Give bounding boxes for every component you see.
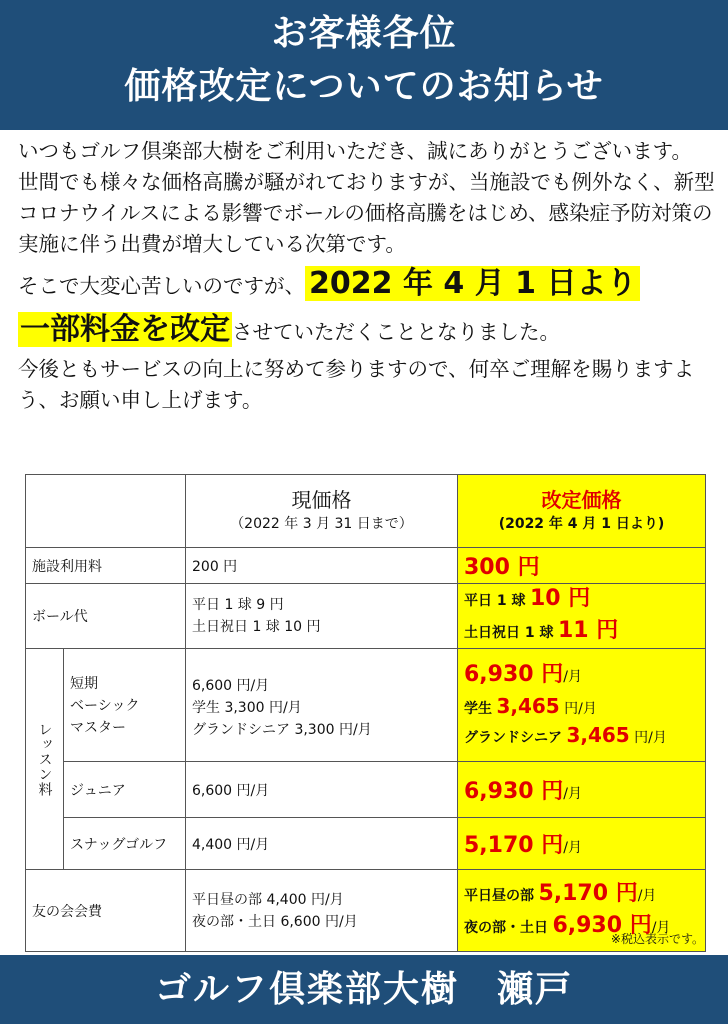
table-row: [26, 818, 706, 870]
current-header-sub: （2022 年 3 月 31 日まで）: [230, 516, 413, 532]
table-row: [26, 584, 706, 649]
lesson-new-student-unit: 円/月: [564, 701, 597, 717]
tomo-current-night: 夜の部・土日 6,600 円/月: [192, 913, 358, 930]
ball-new-weekday-value: 10 円: [529, 586, 591, 611]
lesson-label-master: マスター: [70, 720, 126, 736]
tomo-new-day-label: 平日昼の部: [464, 887, 534, 904]
intro-paragraph-4: 今後ともサービスの向上に努めて参りますので、何卒ご理解を賜りますよう、お願い申し上げます。: [18, 357, 695, 412]
table-row: [26, 548, 706, 584]
tomo-current: [186, 870, 458, 952]
lesson-current-student: 学生 3,300 円/月: [192, 700, 302, 716]
tomo-current-day: 平日昼の部 4,400 円/月: [192, 891, 344, 908]
header-salutation: お客様各位: [271, 13, 457, 54]
new-header-sub: (2022 年 4 月 1 日より): [498, 516, 665, 532]
junior-new: [458, 762, 706, 818]
junior-current: 6,600 円/月: [186, 762, 458, 818]
footer-banner: ゴルフ倶楽部大樹 瀬戸: [0, 955, 728, 1024]
ball-current-weekend: 土日祝日 1 球 10 円: [192, 619, 321, 635]
ball-new-weekday-label: 平日 1 球: [464, 593, 526, 609]
tax-note: ※税込表示です。: [610, 932, 704, 946]
ball-new-weekend-label: 土日祝日 1 球: [464, 625, 554, 641]
lesson-new-senior-value: 3,465: [566, 723, 630, 747]
price-table: [25, 474, 706, 952]
snag-new: [458, 818, 706, 870]
snag-new-value: 5,170 円: [464, 833, 564, 858]
snag-current: 4,400 円/月: [186, 818, 458, 870]
lesson-new-regular-unit: /月: [563, 669, 582, 685]
ball-current-weekday: 平日 1 球 9 円: [192, 597, 284, 613]
highlight-date: 2022 年 4 月 1 日より: [305, 266, 640, 301]
lesson-label-basic: ベーシック: [70, 698, 140, 714]
ball-new-weekend-value: 11 円: [557, 618, 619, 643]
lesson-group-label: レッスン料: [26, 649, 64, 870]
ball-current: [186, 584, 458, 649]
junior-new-unit: /月: [563, 786, 582, 802]
intro-p3-pre: そこで大変心苦しいのですが、: [18, 274, 305, 298]
table-row: [26, 870, 706, 952]
current-header-title: 現価格: [291, 488, 352, 512]
header-banner: [0, 0, 728, 130]
lesson-basic-new: [458, 649, 706, 762]
header-title: 価格改定についてのお知らせ: [124, 66, 604, 107]
junior-new-value: 6,930 円: [464, 779, 564, 804]
ball-label: ボール代: [26, 584, 186, 649]
tomo-new-night-unit: /月: [651, 919, 671, 936]
snag-label: スナッグゴルフ: [64, 818, 186, 870]
intro-paragraph-1: いつもゴルフ倶楽部大樹をご利用いただき、誠にありがとうございます。: [18, 139, 693, 163]
facility-label: 施設利用料: [26, 548, 186, 584]
lesson-new-regular-value: 6,930 円: [464, 662, 564, 687]
lesson-current-senior: グランドシニア 3,300 円/月: [192, 722, 372, 738]
intro-paragraph-2: 世間でも様々な価格高騰が騒がれておりますが、当施設でも例外なく、新型コロナウイルスによる影響でボールの価格高騰をはじめ、感染症予防対策の実施に伴う出費が増大している次第です。: [18, 170, 715, 256]
facility-current: 200 円: [186, 548, 458, 584]
highlight-revision: 一部料金を改定: [20, 312, 230, 347]
new-header-title: 改定価格: [541, 488, 622, 512]
tomo-label: 友の会会費: [26, 870, 186, 952]
table-row: [26, 762, 706, 818]
lesson-label-short: 短期: [70, 676, 98, 692]
tomo-new-night-value: 6,930 円: [552, 912, 652, 938]
current-price-header: [186, 475, 458, 548]
lesson-basic-current: [186, 649, 458, 762]
table-row: [26, 649, 706, 762]
table-header-row: [26, 475, 706, 548]
new-price-header: [458, 475, 706, 548]
lesson-new-student-label: 学生: [464, 701, 492, 717]
header-empty-cell: [26, 475, 186, 548]
lesson-new-senior-label: グランドシニア: [464, 730, 562, 746]
tomo-new-night-label: 夜の部・土日: [464, 919, 548, 936]
facility-new-value: 300 円: [464, 555, 540, 580]
lesson-current-regular: 6,600 円/月: [192, 678, 270, 694]
tomo-new-day-unit: /月: [637, 887, 657, 904]
junior-label: ジュニア: [64, 762, 186, 818]
tomo-new-day-value: 5,170 円: [538, 880, 638, 906]
lesson-new-senior-unit: 円/月: [634, 730, 667, 746]
lesson-new-student-value: 3,465: [496, 694, 560, 718]
intro-paragraph-3: [18, 262, 718, 354]
lesson-basic-label: [64, 649, 186, 762]
snag-new-unit: /月: [563, 840, 582, 856]
intro-p3-post: させていただくこととなりました。: [232, 320, 560, 344]
facility-new: [458, 548, 706, 584]
intro-text: [18, 136, 718, 416]
ball-new: [458, 584, 706, 649]
